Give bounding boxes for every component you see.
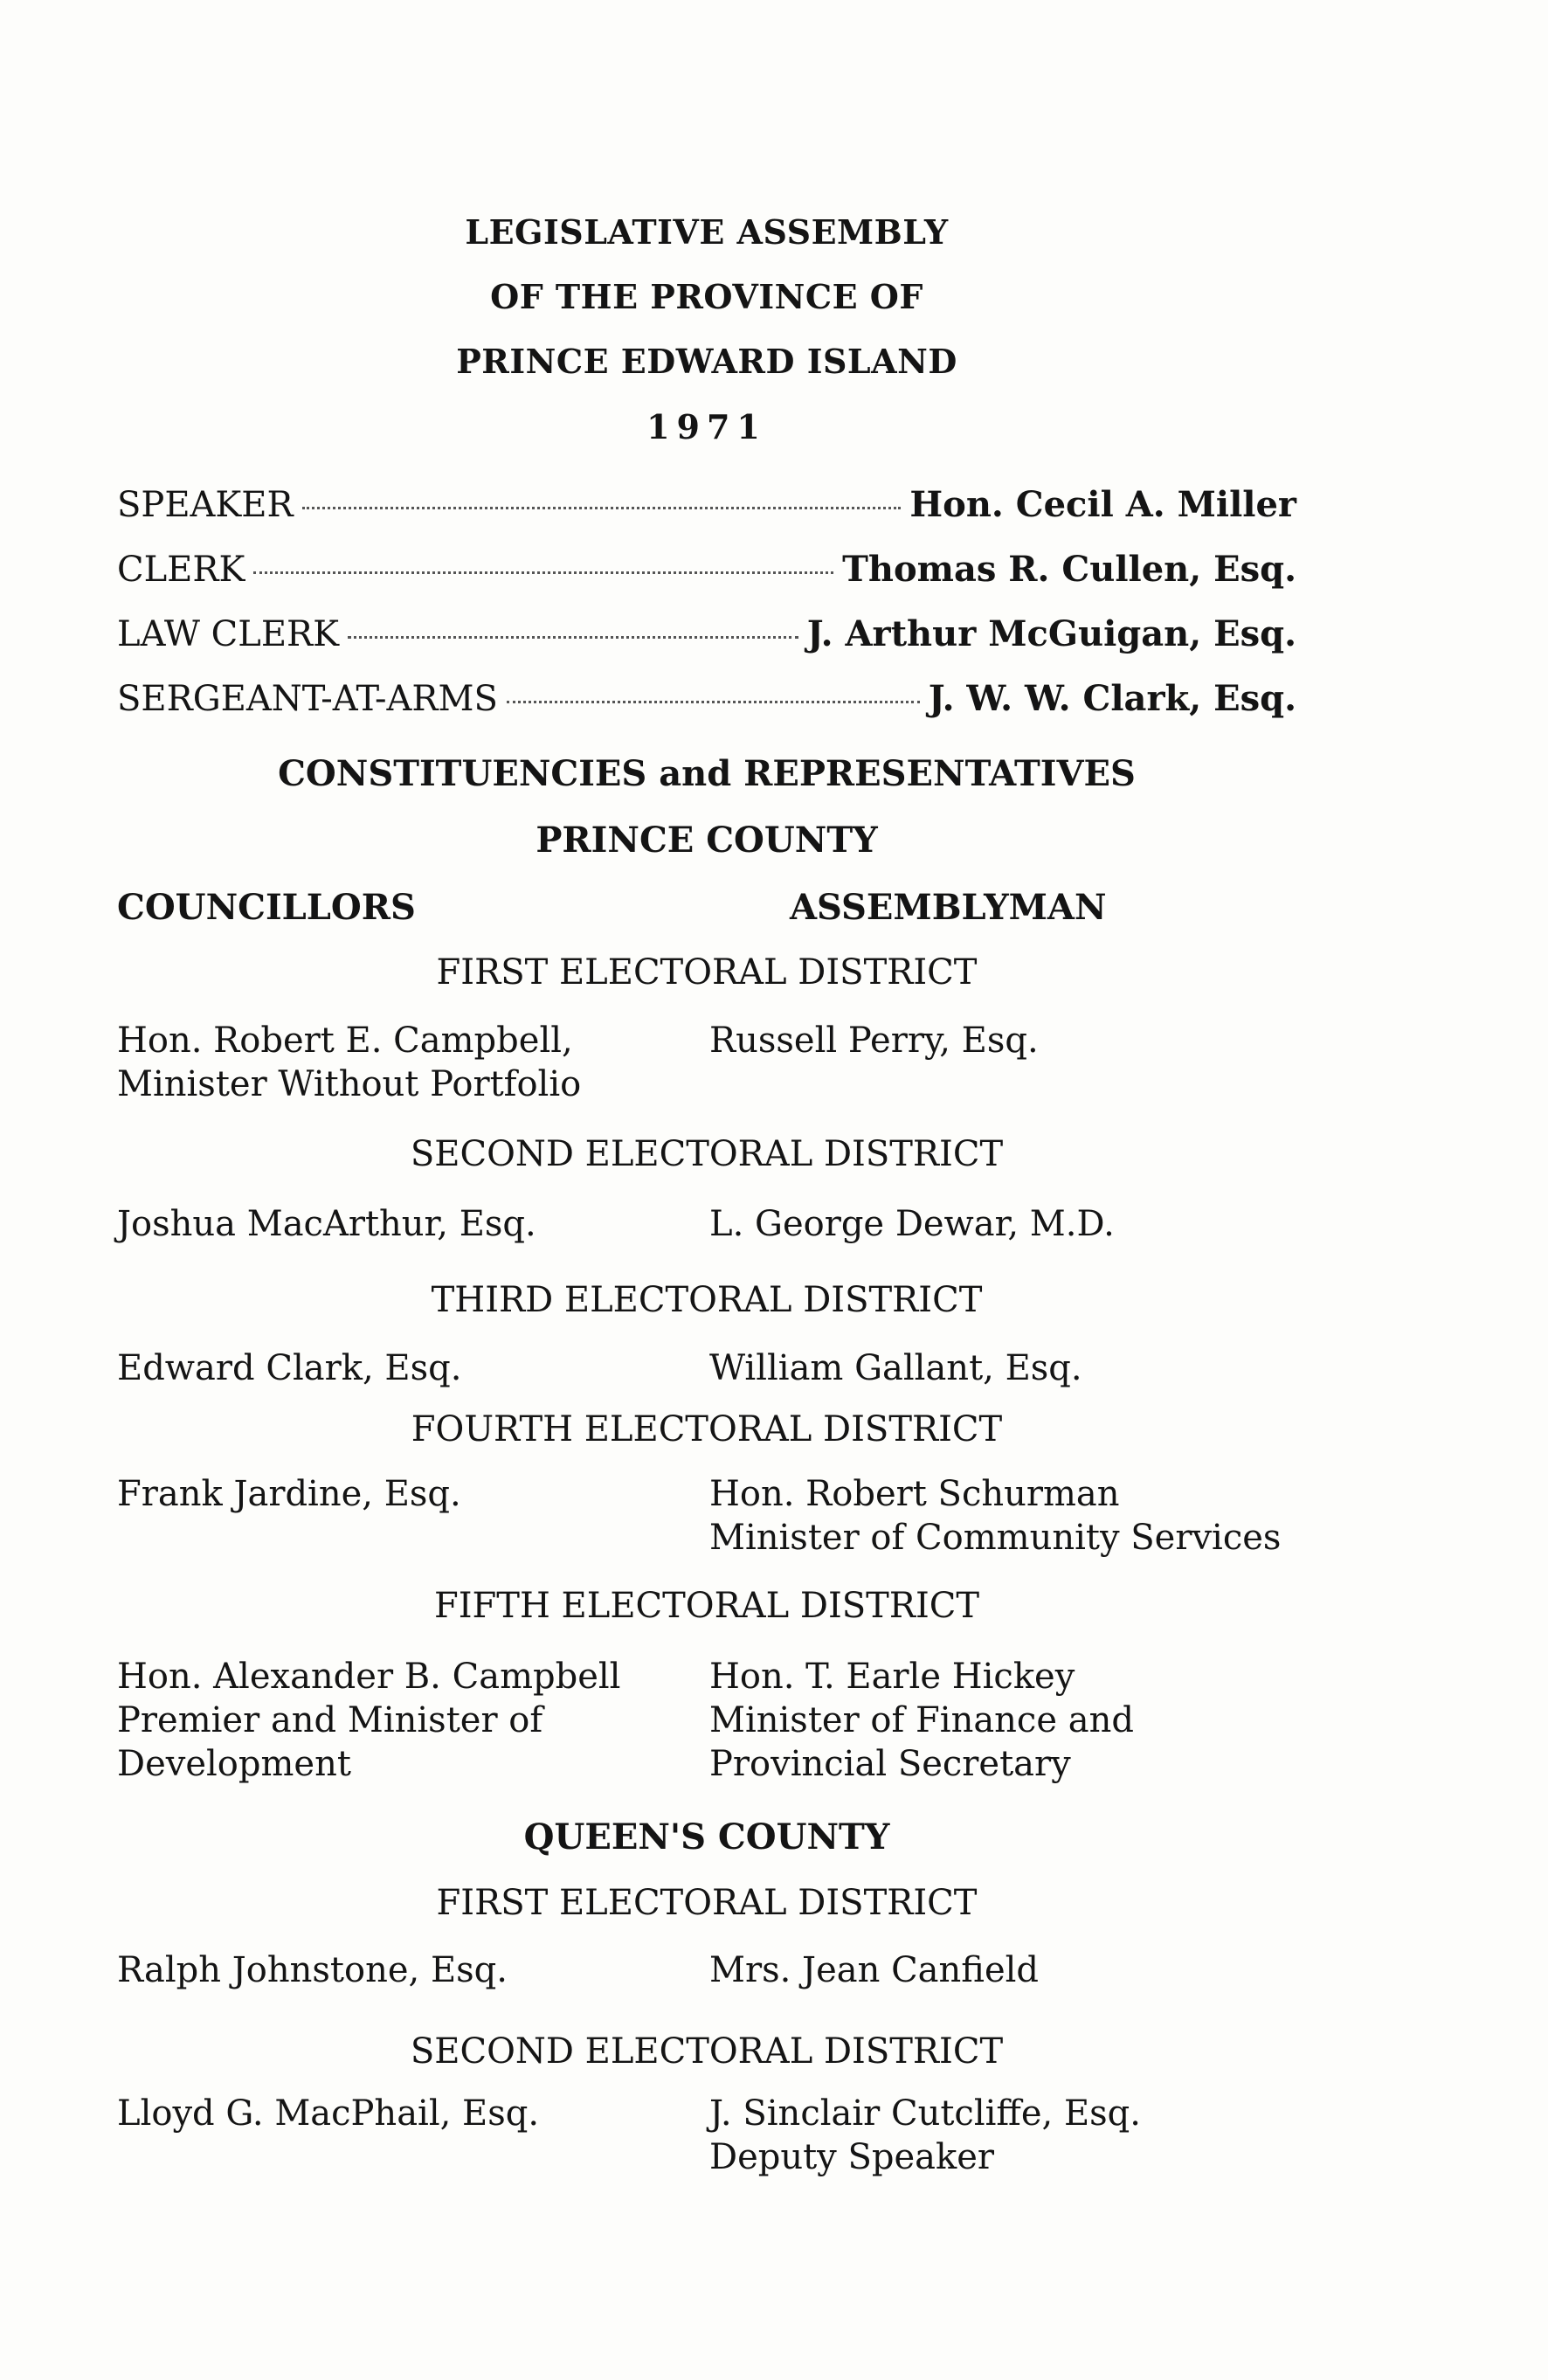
- assemblyman-entry: [709, 1655, 1338, 1786]
- heading-year: 1971: [646, 407, 767, 446]
- councillor-name: Hon. Robert E. Campbell,: [117, 1020, 573, 1061]
- assemblyman-entry: [709, 1019, 1338, 1062]
- councillor-entry: [117, 2092, 711, 2135]
- assemblyman-name: Russell Perry, Esq.: [709, 1020, 1039, 1061]
- assemblyman-entry: [709, 1948, 1338, 1992]
- councillor-name: Lloyd G. MacPhail, Esq.: [117, 2093, 540, 2134]
- district-title: THIRD ELECTORAL DISTRICT: [431, 1280, 983, 1320]
- leader-dots: [253, 571, 833, 574]
- assemblyman-entry: [709, 1346, 1338, 1390]
- officer-row-law-clerk: [117, 613, 1296, 654]
- councillor-entry: [117, 1655, 711, 1786]
- councillor-entry: [117, 1202, 711, 1246]
- district-title: FIRST ELECTORAL DISTRICT: [436, 952, 978, 993]
- officer-row-sergeant-at-arms: [117, 678, 1296, 719]
- assemblyman-title: Minister of Finance and: [709, 1700, 1134, 1740]
- assemblyman-entry: [709, 1202, 1338, 1246]
- officer-value: J. W. W. Clark, Esq.: [928, 678, 1296, 719]
- councillor-name: Hon. Alexander B. Campbell: [117, 1657, 621, 1697]
- assemblyman-name: Mrs. Jean Canfield: [709, 1950, 1040, 1990]
- assemblyman-name: J. Sinclair Cutcliffe, Esq.: [709, 2093, 1141, 2134]
- district-title: SECOND ELECTORAL DISTRICT: [410, 2031, 1004, 2072]
- heading-line-1: LEGISLATIVE ASSEMBLY: [465, 212, 949, 252]
- assemblyman-name: L. George Dewar, M.D.: [709, 1204, 1115, 1244]
- county-title-prince: PRINCE COUNTY: [536, 820, 878, 861]
- councillor-entry: [117, 1346, 711, 1390]
- officer-label: SPEAKER: [117, 485, 294, 525]
- heading-line-3: PRINCE EDWARD ISLAND: [456, 342, 957, 381]
- councillor-name: Joshua MacArthur, Esq.: [117, 1204, 536, 1244]
- councillor-name: Ralph Johnstone, Esq.: [117, 1950, 508, 1990]
- officer-value: Thomas R. Cullen, Esq.: [842, 549, 1296, 590]
- district-title: FOURTH ELECTORAL DISTRICT: [411, 1409, 1003, 1449]
- officer-row-speaker: [117, 484, 1296, 525]
- officer-label: LAW CLERK: [117, 614, 340, 654]
- councillor-title: Development: [117, 1744, 351, 1784]
- county-title-queens: QUEEN'S COUNTY: [523, 1816, 890, 1858]
- officer-value: Hon. Cecil A. Miller: [909, 484, 1296, 525]
- councillor-title: Minister Without Portfolio: [117, 1064, 582, 1104]
- councillor-name: Edward Clark, Esq.: [117, 1348, 462, 1388]
- assemblyman-name: William Gallant, Esq.: [709, 1348, 1082, 1388]
- assemblyman-title: Minister of Community Services: [709, 1518, 1282, 1558]
- district-title: FIFTH ELECTORAL DISTRICT: [433, 1586, 980, 1626]
- column-header-assemblyman: ASSEMBLYMAN: [790, 887, 1107, 928]
- councillor-entry: [117, 1472, 711, 1516]
- assemblyman-name: Hon. Robert Schurman: [709, 1474, 1120, 1514]
- district-title: FIRST ELECTORAL DISTRICT: [436, 1883, 978, 1923]
- councillor-name: Frank Jardine, Esq.: [117, 1474, 461, 1514]
- document-page: [117, 0, 1296, 2380]
- officer-label: CLERK: [117, 550, 245, 590]
- assemblyman-title: Provincial Secretary: [709, 1744, 1071, 1784]
- leader-dots: [302, 507, 902, 509]
- district-title: SECOND ELECTORAL DISTRICT: [410, 1134, 1004, 1174]
- councillor-title: Premier and Minister of: [117, 1700, 543, 1740]
- column-header-councillors: COUNCILLORS: [117, 887, 416, 928]
- officer-value: J. Arthur McGuigan, Esq.: [806, 613, 1296, 654]
- assemblyman-title: Deputy Speaker: [709, 2137, 995, 2177]
- councillor-entry: [117, 1019, 711, 1106]
- leader-dots: [507, 701, 920, 703]
- assemblyman-entry: [709, 1472, 1338, 1560]
- leader-dots: [348, 636, 798, 639]
- officer-row-clerk: [117, 549, 1296, 590]
- assemblyman-name: Hon. T. Earle Hickey: [709, 1657, 1075, 1697]
- heading-line-2: OF THE PROVINCE OF: [490, 277, 923, 316]
- section-title: CONSTITUENCIES and REPRESENTATIVES: [278, 753, 1136, 794]
- councillor-entry: [117, 1948, 711, 1992]
- assemblyman-entry: [709, 2092, 1338, 2179]
- officer-label: SERGEANT-AT-ARMS: [117, 679, 498, 719]
